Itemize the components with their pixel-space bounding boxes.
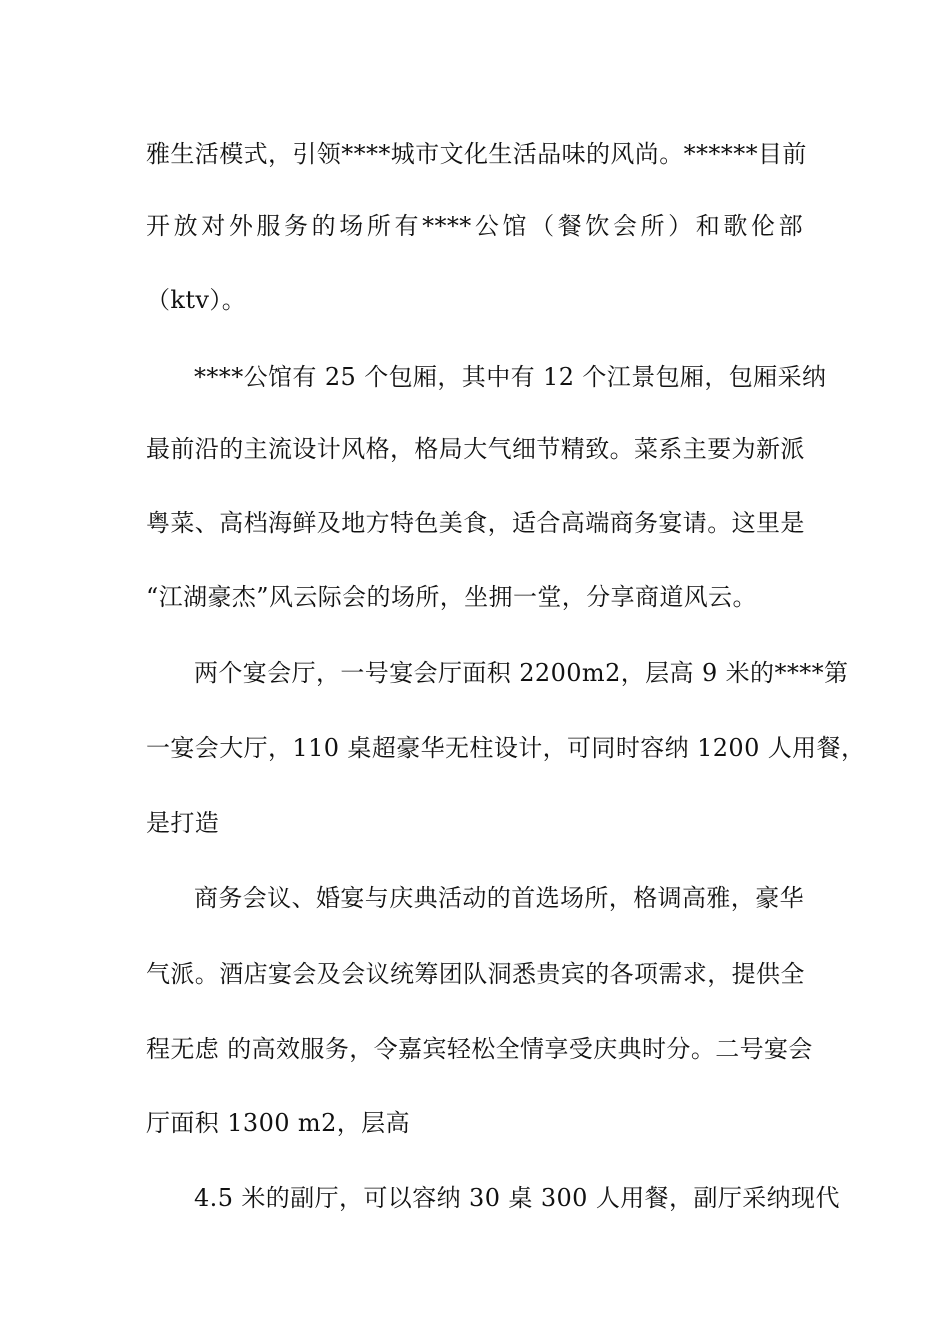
text-line: （ktv）。 xyxy=(146,286,247,314)
text-line: “江湖豪杰”风云际会的场所，坐拥一堂，分享商道风云。 xyxy=(146,583,757,611)
text-line: 雅生活模式，引领****城市文化生活品味的风尚。******目前 xyxy=(146,140,807,168)
text-line: ****公馆有 25 个包厢，其中有 12 个江景包厢，包厢采纳 xyxy=(194,363,827,391)
text-line: 两个宴会厅，一号宴会厅面积 2200m2，层高 9 米的****第 xyxy=(194,659,849,687)
text-line: 最前沿的主流设计风格，格局大气细节精致。菜系主要为新派 xyxy=(146,435,805,463)
text-line: 商务会议、婚宴与庆典活动的首选场所，格调高雅，豪华 xyxy=(194,884,804,912)
text-line: 开放对外服务的场所有****公馆（餐饮会所）和歌伦部 xyxy=(146,212,803,240)
text-line: 是打造 xyxy=(146,809,220,837)
text-line: 4.5 米的副厅，可以容纳 30 桌 300 人用餐，副厅采纳现代 xyxy=(194,1184,840,1212)
text-line: 厅面积 1300 m2，层高 xyxy=(146,1109,410,1137)
text-line: 程无虑 的高效服务，令嘉宾轻松全情享受庆典时分。二号宴会 xyxy=(146,1035,813,1063)
text-line: 气派。酒店宴会及会议统筹团队洞悉贵宾的各项需求，提供全 xyxy=(146,960,805,988)
text-line: 粤菜、高档海鲜及地方特色美食，适合高端商务宴请。这里是 xyxy=(146,509,805,537)
text-line: 一宴会大厅，110 桌超豪华无柱设计，可同时容纳 1200 人用餐， xyxy=(146,734,866,762)
